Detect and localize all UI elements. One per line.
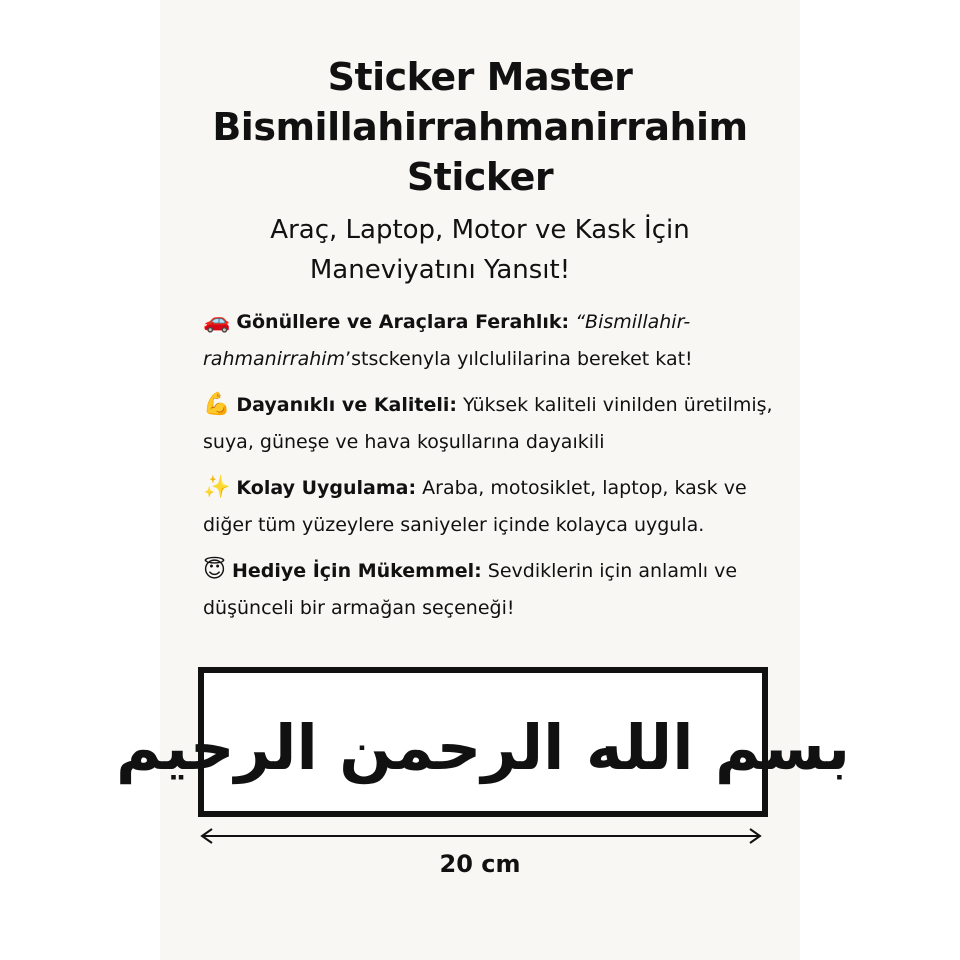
sparkles-icon: ✨ (203, 475, 231, 500)
flexed-biceps-icon: 💪 (203, 392, 231, 417)
sticker-preview (115, 667, 851, 817)
bismillah-calligraphy: بسم الله الرحمن الرحيم (115, 711, 851, 784)
feature-heading: Kolay Uygulama: (236, 477, 417, 499)
subtitle-line-2: Maneviyatını Yansıt! (309, 255, 571, 285)
title-line-3: Sticker (406, 155, 554, 199)
car-icon: 🚗 (203, 309, 231, 334)
product-subtitle (160, 210, 800, 290)
product-title (160, 52, 800, 202)
title-line-1: Sticker Master (327, 55, 633, 99)
smiling-face-with-halo-icon: 😇 (203, 558, 226, 583)
feature-heading: Gönüllere ve Araçlara Ferahlık: (236, 311, 570, 333)
feature-item-durable (203, 386, 783, 461)
feature-item-gift (203, 552, 783, 627)
feature-text: Araba, motosiklet, laptop, kask ve diğer tüm yüzeylere saniyeler içinde kolayca uygula. (203, 477, 747, 536)
feature-text: Yüksek kaliteli vinilden üretilmiş, suya, güneşe ve hava koşullarına dayaıkili (203, 394, 773, 453)
feature-text: ’stsckenyla yılclulilarina bereket kat! (345, 348, 693, 370)
width-measurement-label: 20 cm (439, 850, 521, 878)
feature-list (203, 303, 783, 635)
calligraphy-artwork (115, 673, 851, 811)
feature-item-freshness (203, 303, 783, 378)
feature-heading: Hediye İçin Mükemmel: (231, 560, 482, 582)
feature-heading: Dayanıklı ve Kaliteli: (236, 394, 457, 416)
feature-quote: “Bismillahir-rahmanirrahim (203, 311, 691, 370)
feature-item-easy-apply (203, 469, 783, 544)
title-line-2: Bismillahirrahmanirrahim (212, 105, 748, 149)
subtitle-line-1: Araç, Laptop, Motor ve Kask İçin (270, 215, 690, 245)
feature-text: Sevdiklerin için anlamlı ve düşünceli bir armağan seçeneği! (203, 560, 738, 619)
width-measurement-arrow (198, 826, 764, 846)
